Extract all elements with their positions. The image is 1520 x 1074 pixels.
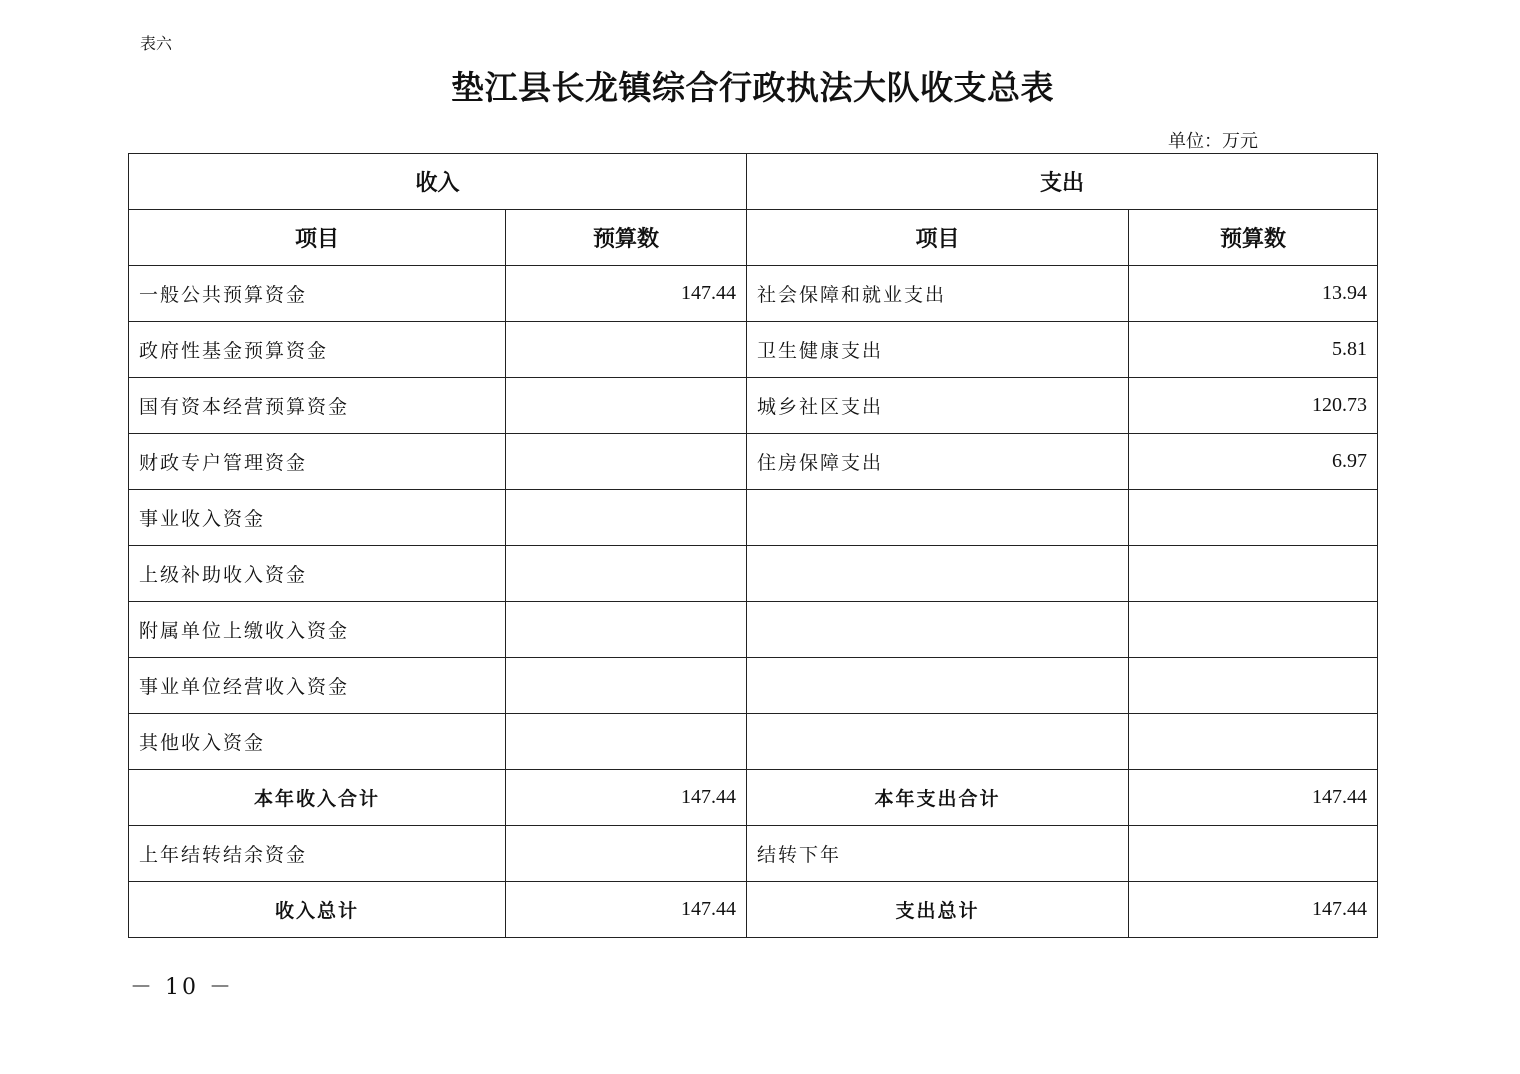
income-item-cell: 国有资本经营预算资金 bbox=[129, 378, 506, 434]
expense-value-cell: 120.73 bbox=[1129, 378, 1378, 434]
carryover-expense-label: 结转下年 bbox=[747, 826, 1129, 882]
expense-value-cell bbox=[1129, 602, 1378, 658]
table-row bbox=[129, 322, 1378, 378]
expense-budget-header: 预算数 bbox=[1129, 210, 1378, 266]
column-header-row bbox=[129, 210, 1378, 266]
expense-item-cell bbox=[747, 546, 1129, 602]
table-row bbox=[129, 602, 1378, 658]
income-item-cell: 附属单位上缴收入资金 bbox=[129, 602, 506, 658]
year-total-row bbox=[129, 770, 1378, 826]
income-item-cell: 财政专户管理资金 bbox=[129, 434, 506, 490]
income-item-cell: 事业单位经营收入资金 bbox=[129, 658, 506, 714]
unit-note: 单位：万元 bbox=[1168, 131, 1258, 152]
income-value-cell: 147.44 bbox=[506, 266, 747, 322]
carryover-income-label: 上年结转结余资金 bbox=[129, 826, 506, 882]
expense-value-cell bbox=[1129, 658, 1378, 714]
income-item-cell: 政府性基金预算资金 bbox=[129, 322, 506, 378]
expense-item-cell: 住房保障支出 bbox=[747, 434, 1129, 490]
income-value-cell bbox=[506, 490, 747, 546]
table-row bbox=[129, 714, 1378, 770]
income-item-cell: 一般公共预算资金 bbox=[129, 266, 506, 322]
table-row bbox=[129, 378, 1378, 434]
expense-value-cell bbox=[1129, 546, 1378, 602]
page-number: － 10 － bbox=[130, 975, 234, 1000]
expense-item-cell bbox=[747, 602, 1129, 658]
year-income-total-label: 本年收入合计 bbox=[129, 770, 506, 826]
table-row bbox=[129, 266, 1378, 322]
expense-value-cell: 13.94 bbox=[1129, 266, 1378, 322]
carryover-row bbox=[129, 826, 1378, 882]
income-expense-table bbox=[128, 153, 1378, 938]
expense-value-cell bbox=[1129, 714, 1378, 770]
income-value-cell bbox=[506, 322, 747, 378]
expense-item-cell: 城乡社区支出 bbox=[747, 378, 1129, 434]
expense-item-cell: 社会保障和就业支出 bbox=[747, 266, 1129, 322]
expense-item-cell bbox=[747, 714, 1129, 770]
grand-total-row bbox=[129, 882, 1378, 938]
grand-income-total-value: 147.44 bbox=[506, 882, 747, 938]
table-number-label: 表六 bbox=[140, 34, 173, 53]
expense-value-cell: 6.97 bbox=[1129, 434, 1378, 490]
expense-value-cell bbox=[1129, 490, 1378, 546]
year-expense-total-label: 本年支出合计 bbox=[747, 770, 1129, 826]
expense-value-cell: 5.81 bbox=[1129, 322, 1378, 378]
table-row bbox=[129, 490, 1378, 546]
carryover-income-value bbox=[506, 826, 747, 882]
expense-item-cell bbox=[747, 490, 1129, 546]
income-value-cell bbox=[506, 658, 747, 714]
section-header-row bbox=[129, 154, 1378, 210]
income-budget-header: 预算数 bbox=[506, 210, 747, 266]
year-income-total-value: 147.44 bbox=[506, 770, 747, 826]
income-section-header: 收入 bbox=[129, 154, 747, 210]
table-row bbox=[129, 546, 1378, 602]
income-value-cell bbox=[506, 714, 747, 770]
income-item-cell: 其他收入资金 bbox=[129, 714, 506, 770]
table-row bbox=[129, 658, 1378, 714]
expense-item-cell bbox=[747, 658, 1129, 714]
income-value-cell bbox=[506, 434, 747, 490]
expense-section-header: 支出 bbox=[747, 154, 1378, 210]
income-item-header: 项目 bbox=[129, 210, 506, 266]
table-row bbox=[129, 434, 1378, 490]
income-value-cell bbox=[506, 546, 747, 602]
grand-expense-total-label: 支出总计 bbox=[747, 882, 1129, 938]
grand-income-total-label: 收入总计 bbox=[129, 882, 506, 938]
income-value-cell bbox=[506, 378, 747, 434]
expense-item-cell: 卫生健康支出 bbox=[747, 322, 1129, 378]
income-value-cell bbox=[506, 602, 747, 658]
income-item-cell: 事业收入资金 bbox=[129, 490, 506, 546]
page-title: 垫江县长龙镇综合行政执法大队收支总表 bbox=[451, 68, 1054, 107]
carryover-expense-value bbox=[1129, 826, 1378, 882]
income-item-cell: 上级补助收入资金 bbox=[129, 546, 506, 602]
expense-item-header: 项目 bbox=[747, 210, 1129, 266]
grand-expense-total-value: 147.44 bbox=[1129, 882, 1378, 938]
year-expense-total-value: 147.44 bbox=[1129, 770, 1378, 826]
